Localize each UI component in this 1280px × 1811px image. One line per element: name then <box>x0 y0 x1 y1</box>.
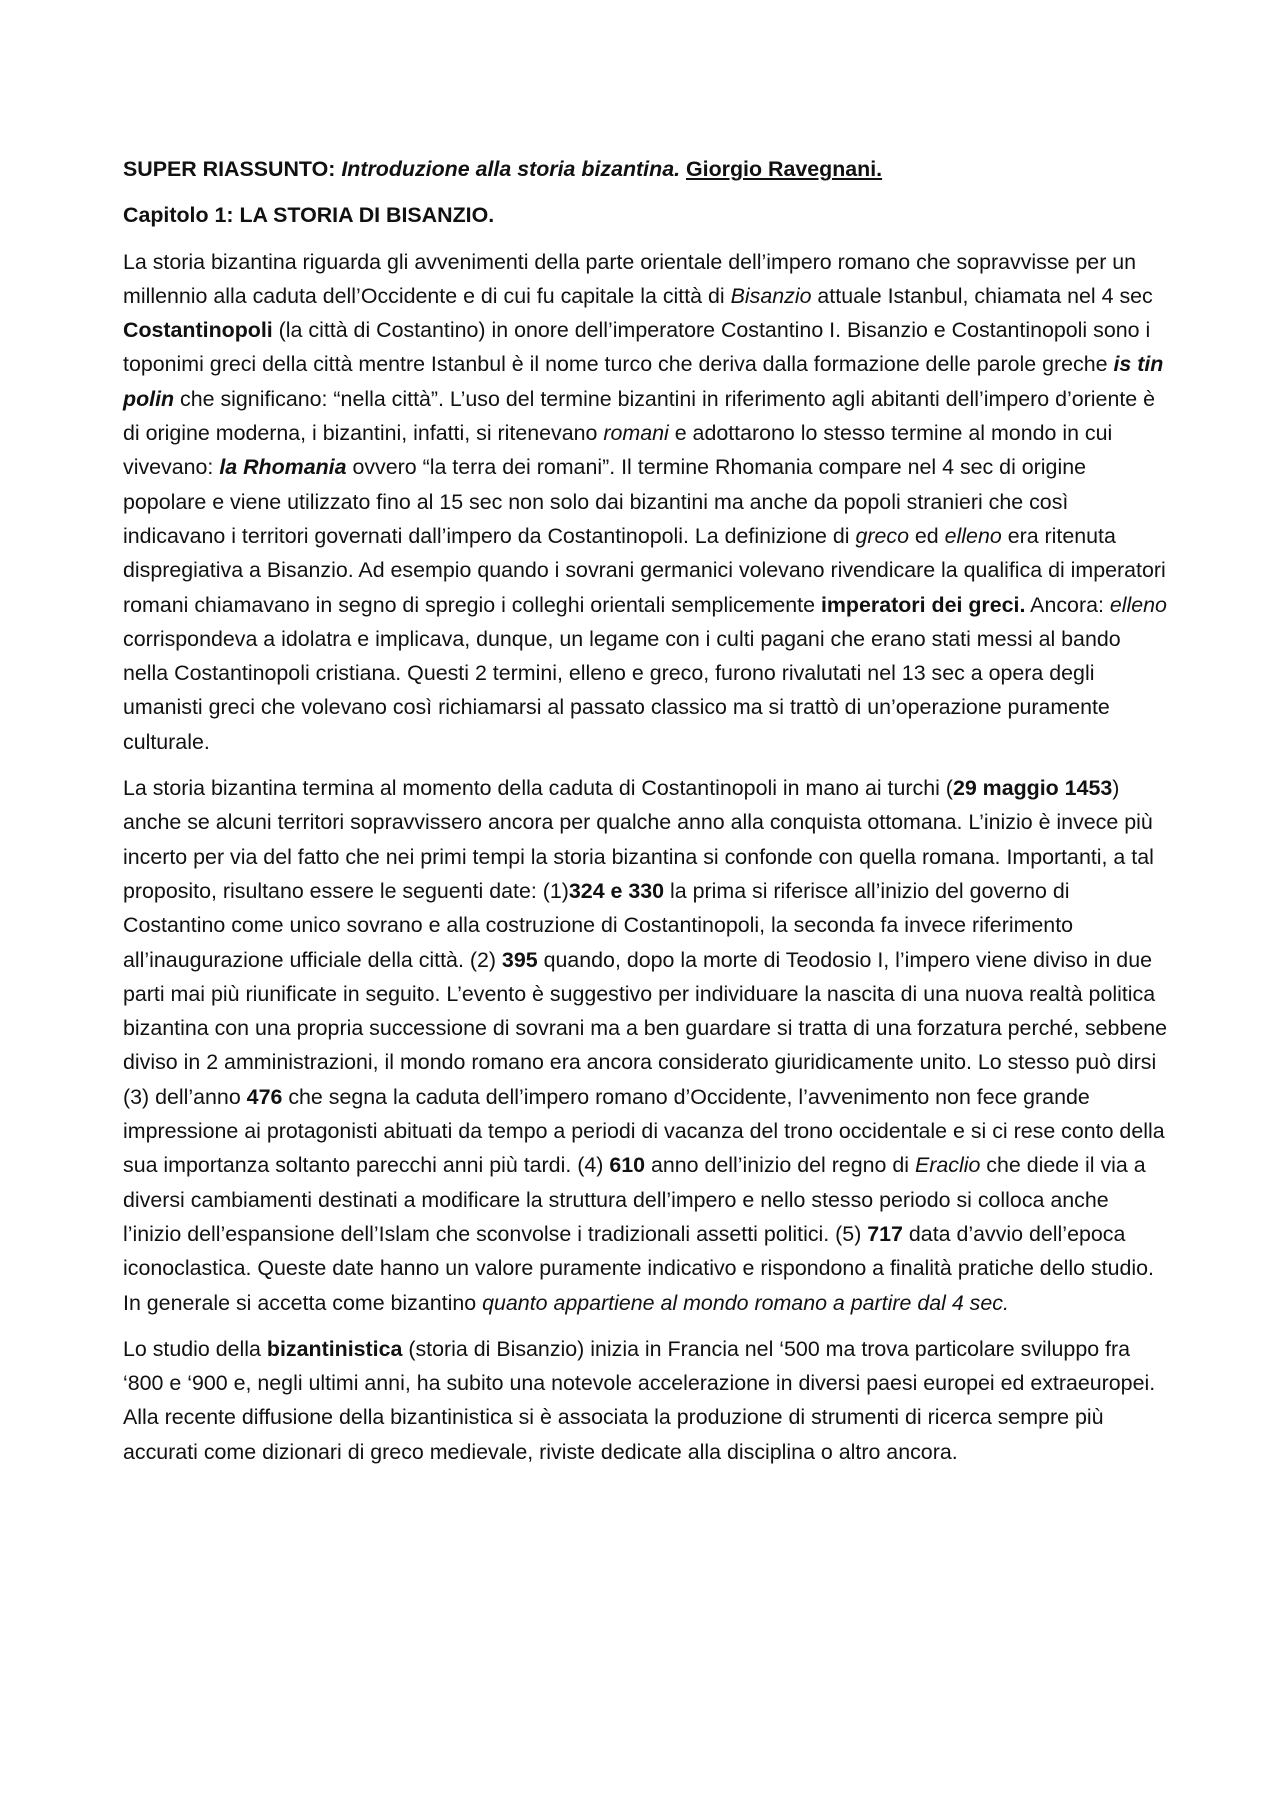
text-run: Lo studio della <box>123 1336 267 1361</box>
author-name: Giorgio Ravegnani. <box>686 157 883 181</box>
bold-italic-term: la Rhomania <box>219 455 347 480</box>
text-run: la prima si riferisce all’inizio del governo di Costantino come unico sovrano e alla costruzione di Costantinopoli, la seconda fa invece riferimento all’inaugurazione ufficiale della città. (2) <box>123 878 1074 972</box>
text-run: La storia bizantina termina al momento della caduta di Costantinopoli in mano ai turchi ( <box>123 776 953 801</box>
text-run: e adottarono lo stesso termine al mondo in cui vivevano: <box>123 421 1113 480</box>
text-run: attuale Istanbul, chiamata nel 4 sec <box>811 283 1153 308</box>
bold-term: imperatori dei greci. <box>820 592 1026 617</box>
italic-term: Bisanzio <box>730 283 812 308</box>
text-run: Ancora: <box>1025 592 1110 617</box>
title-label: SUPER RIASSUNTO: <box>123 157 336 181</box>
chapter-heading: Capitolo 1: LA STORIA DI BISANZIO. <box>123 203 495 228</box>
text-run: ovvero “la terra dei romani”. Il termine Rhomania compare nel 4 sec di origine popolare e viene utilizzato fino al 15 sec non solo dai bizantini ma anche da popoli stranieri che così indicavano i territori governati dall’impero da Costantinopoli. La definizione di <box>123 455 1086 548</box>
paragraph-2 <box>123 771 1168 1320</box>
bold-date: 395 <box>501 947 538 972</box>
paragraph-1 <box>123 245 1168 759</box>
text-run: che significano: “nella città”. L’uso del termine bizantini in riferimento agli abitanti dell’impero d’oriente è di origine moderna, i bizantini, infatti, si ritenevano <box>123 386 1156 446</box>
text-run: quando, dopo la morte di Teodosio I, l’impero viene diviso in due parti mai più riunificate in seguito. L’evento è suggestivo per individuare la nascita di una nuova realtà politica bizantina con una propria successione di sovrani ma a ben guardare si tratta di una forzatura perché, sebbene diviso in 2 amministrazioni, il mondo romano era ancora considerato giuridicamente unito. Lo stesso può dirsi (3) dell’anno <box>123 947 1168 1109</box>
bold-term: Costantinopoli <box>123 318 273 343</box>
italic-term: quanto appartiene al mondo romano a partire dal 4 sec. <box>482 1290 1009 1315</box>
bold-italic-term: is tin polin <box>123 352 1164 411</box>
bold-date: 324 e 330 <box>568 878 665 903</box>
bold-date: 476 <box>246 1084 283 1109</box>
document-title <box>123 152 1168 186</box>
document-page <box>123 152 1168 1481</box>
bold-date: 610 <box>609 1153 646 1178</box>
text-run: corrispondeva a idolatra e implicava, dunque, un legame con i culti pagani che erano stati messi al bando nella Costantinopoli cristiana. Questi 2 termini, elleno e greco, furono rivalutati nel 13 sec a opera degli umanisti greci che volevano così richiamarsi al passato classico ma si trattò di un’operazione puramente culturale. <box>123 626 1121 754</box>
bold-term: bizantinistica <box>266 1336 403 1361</box>
text-run: (la città di Costantino) in onore dell’imperatore Costantino I. Bisanzio e Costantinopoli sono i toponimi greci della città mentre Istanbul è il nome turco che deriva dalla formazione delle parole greche <box>123 318 1151 377</box>
paragraph-3 <box>123 1332 1168 1469</box>
text-run: era ritenuta dispregiativa a Bisanzio. Ad esempio quando i sovrani germanici volevano rivendicare la qualifica di imperatori romani chiamavano in segno di spregio i colleghi orientali semplicemente <box>123 523 1166 617</box>
text-run: che segna la caduta dell’impero romano d’Occidente, l’avvenimento non fece grande impressione ai protagonisti abituati da tempo a periodi di vacanza del trono occidentale e si ci rese conto della sua importanza soltanto parecchi anni più tardi. (4) <box>123 1084 1165 1178</box>
text-run: che diede il via a diversi cambiamenti destinati a modificare la struttura dell’impero e nello stesso periodo si colloca anche l’inizio dell’espansione dell’Islam che sconvolse i tradizionali assetti politici. (5) <box>123 1153 1146 1246</box>
text-run: anno dell’inizio del regno di <box>645 1153 915 1178</box>
italic-term: elleno <box>944 523 1002 548</box>
italic-term: Eraclio <box>914 1153 981 1178</box>
bold-date: 29 maggio 1453 <box>952 776 1113 801</box>
italic-term: greco <box>855 523 909 548</box>
text-run: (storia di Bisanzio) inizia in Francia nel ‘500 ma trova particolare sviluppo fra ‘800 e ‘900 e, negli ultimi anni, ha subito una notevole accelerazione in diversi paesi europei ed extraeuropei. Alla recente diffusione della bizantinistica si è associata la produzione di strumenti di ricerca sempre più accurati come dizionari di greco medievale, riviste dedicate alla disciplina o altro ancora. <box>123 1336 1156 1464</box>
bold-date: 717 <box>867 1221 903 1246</box>
text-run: ed <box>908 523 945 548</box>
italic-term: elleno <box>1109 592 1167 617</box>
italic-term: romani <box>603 421 669 446</box>
text-run: ) anche se alcuni territori sopravvissero ancora per qualche anno alla conquista ottomana. L’inizio è invece più incerto per via del fatto che nei primi tempi la storia bizantina si confonde con quella romana. Importanti, a tal proposito, risultano essere le seguenti date: (1) <box>123 776 1154 903</box>
text-run: La storia bizantina riguarda gli avvenimenti della parte orientale dell’impero romano che sopravvisse per un millennio alla caduta dell’Occidente e di cui fu capitale la città di <box>123 249 1137 308</box>
book-title: Introduzione alla storia bizantina. <box>341 157 681 181</box>
text-run: data d’avvio dell’epoca iconoclastica. Queste date hanno un valore puramente indicativo e rispondono a finalità pratiche dello studio. In generale si accetta come bizantino <box>123 1221 1154 1315</box>
